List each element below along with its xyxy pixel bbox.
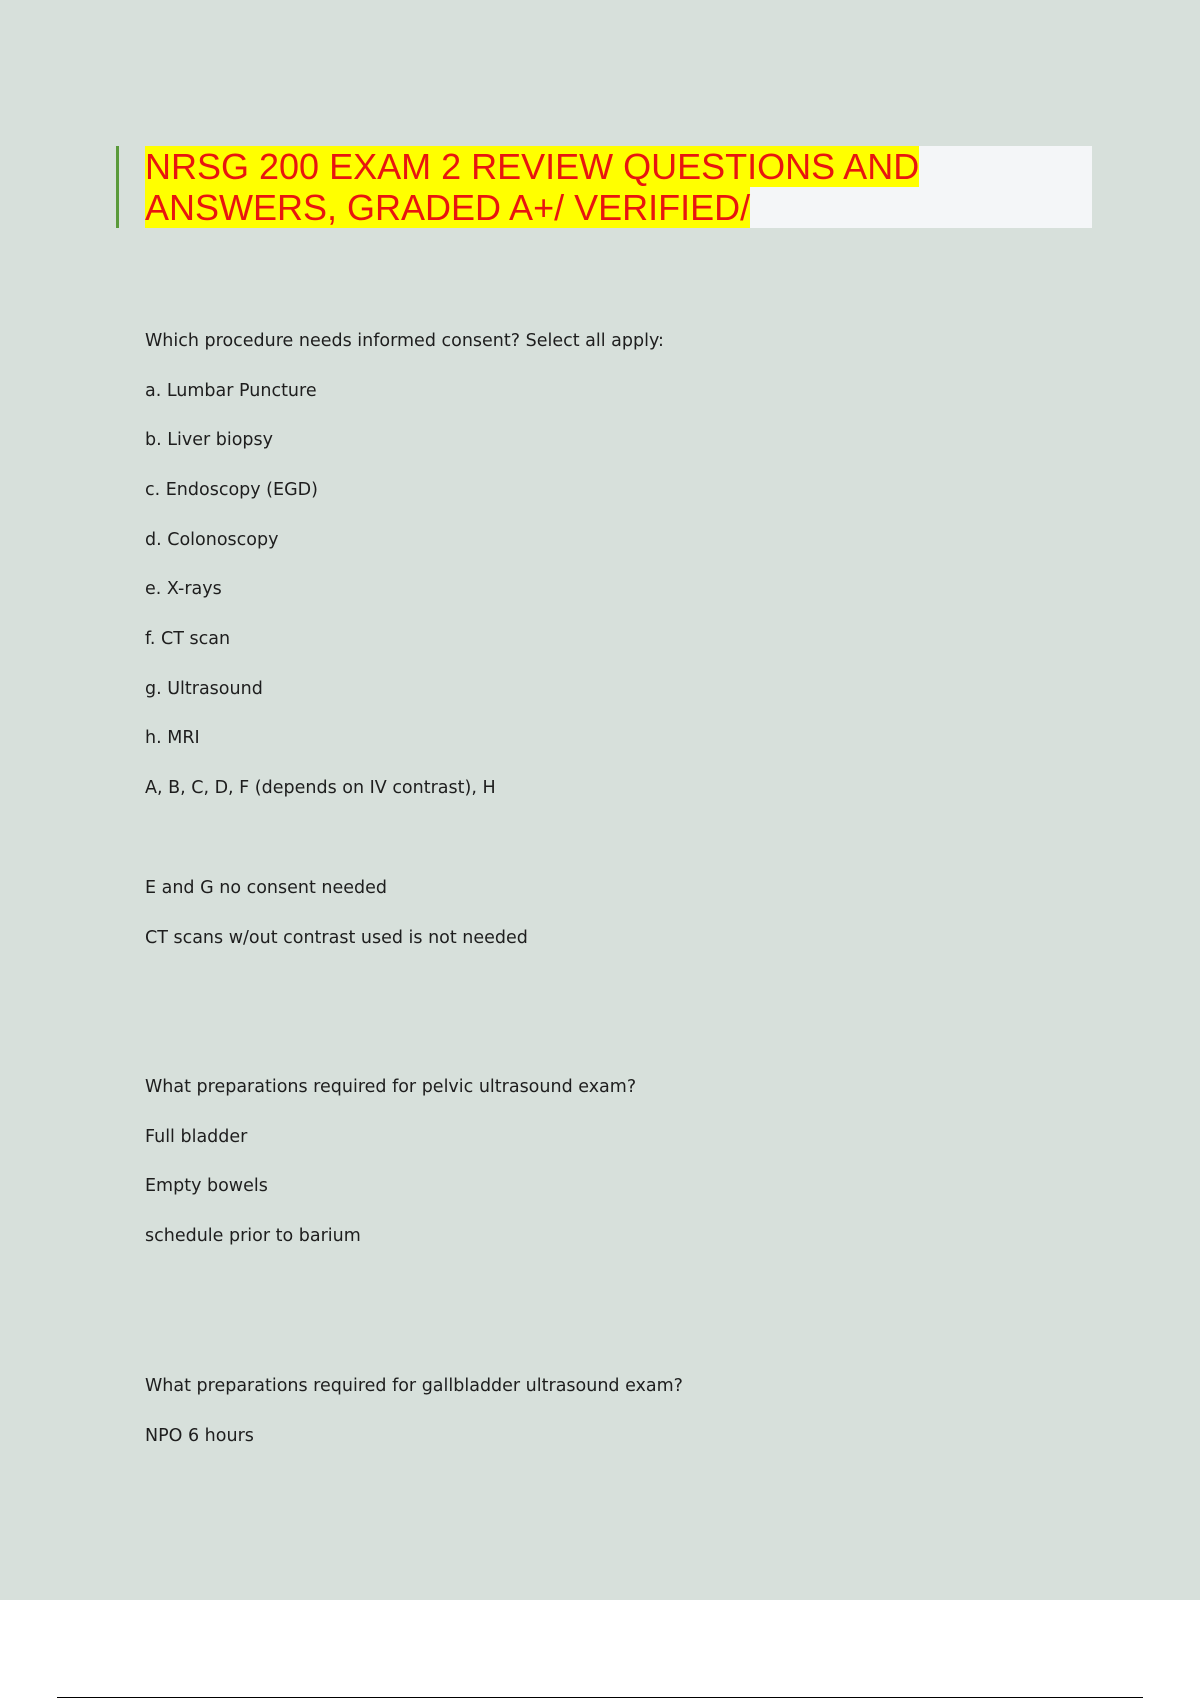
question-3: What preparations required for gallbladder ultrasound exam? [145, 1376, 683, 1396]
question-2: What preparations required for pelvic ultrasound exam? [145, 1077, 637, 1097]
q1-option-c: c. Endoscopy (EGD) [145, 480, 318, 500]
footer-divider [57, 1697, 1143, 1698]
q3-answer-1: NPO 6 hours [145, 1426, 254, 1446]
q2-answer-3: schedule prior to barium [145, 1226, 361, 1246]
q1-option-e: e. X-rays [145, 579, 222, 599]
q1-option-g: g. Ultrasound [145, 679, 263, 699]
q2-answer-2: Empty bowels [145, 1176, 268, 1196]
q1-answer: A, B, C, D, F (depends on IV contrast), H [145, 778, 496, 798]
q2-answer-1: Full bladder [145, 1127, 248, 1147]
title-line-2: ANSWERS, GRADED A+/ VERIFIED/ [145, 187, 751, 228]
question-1: Which procedure needs informed consent? Select all apply: [145, 331, 664, 351]
q1-option-f: f. CT scan [145, 629, 231, 649]
q1-option-h: h. MRI [145, 728, 200, 748]
q1-option-b: b. Liver biopsy [145, 430, 273, 450]
q1-note-1: E and G no consent needed [145, 878, 388, 898]
title-accent-bar [116, 146, 119, 228]
q1-note-2: CT scans w/out contrast used is not needed [145, 928, 528, 948]
document-title [145, 146, 1092, 228]
q1-option-d: d. Colonoscopy [145, 530, 279, 550]
q1-option-a: a. Lumbar Puncture [145, 381, 317, 401]
document-title-block [116, 146, 1092, 228]
title-line-1: NRSG 200 EXAM 2 REVIEW QUESTIONS AND [145, 146, 920, 187]
